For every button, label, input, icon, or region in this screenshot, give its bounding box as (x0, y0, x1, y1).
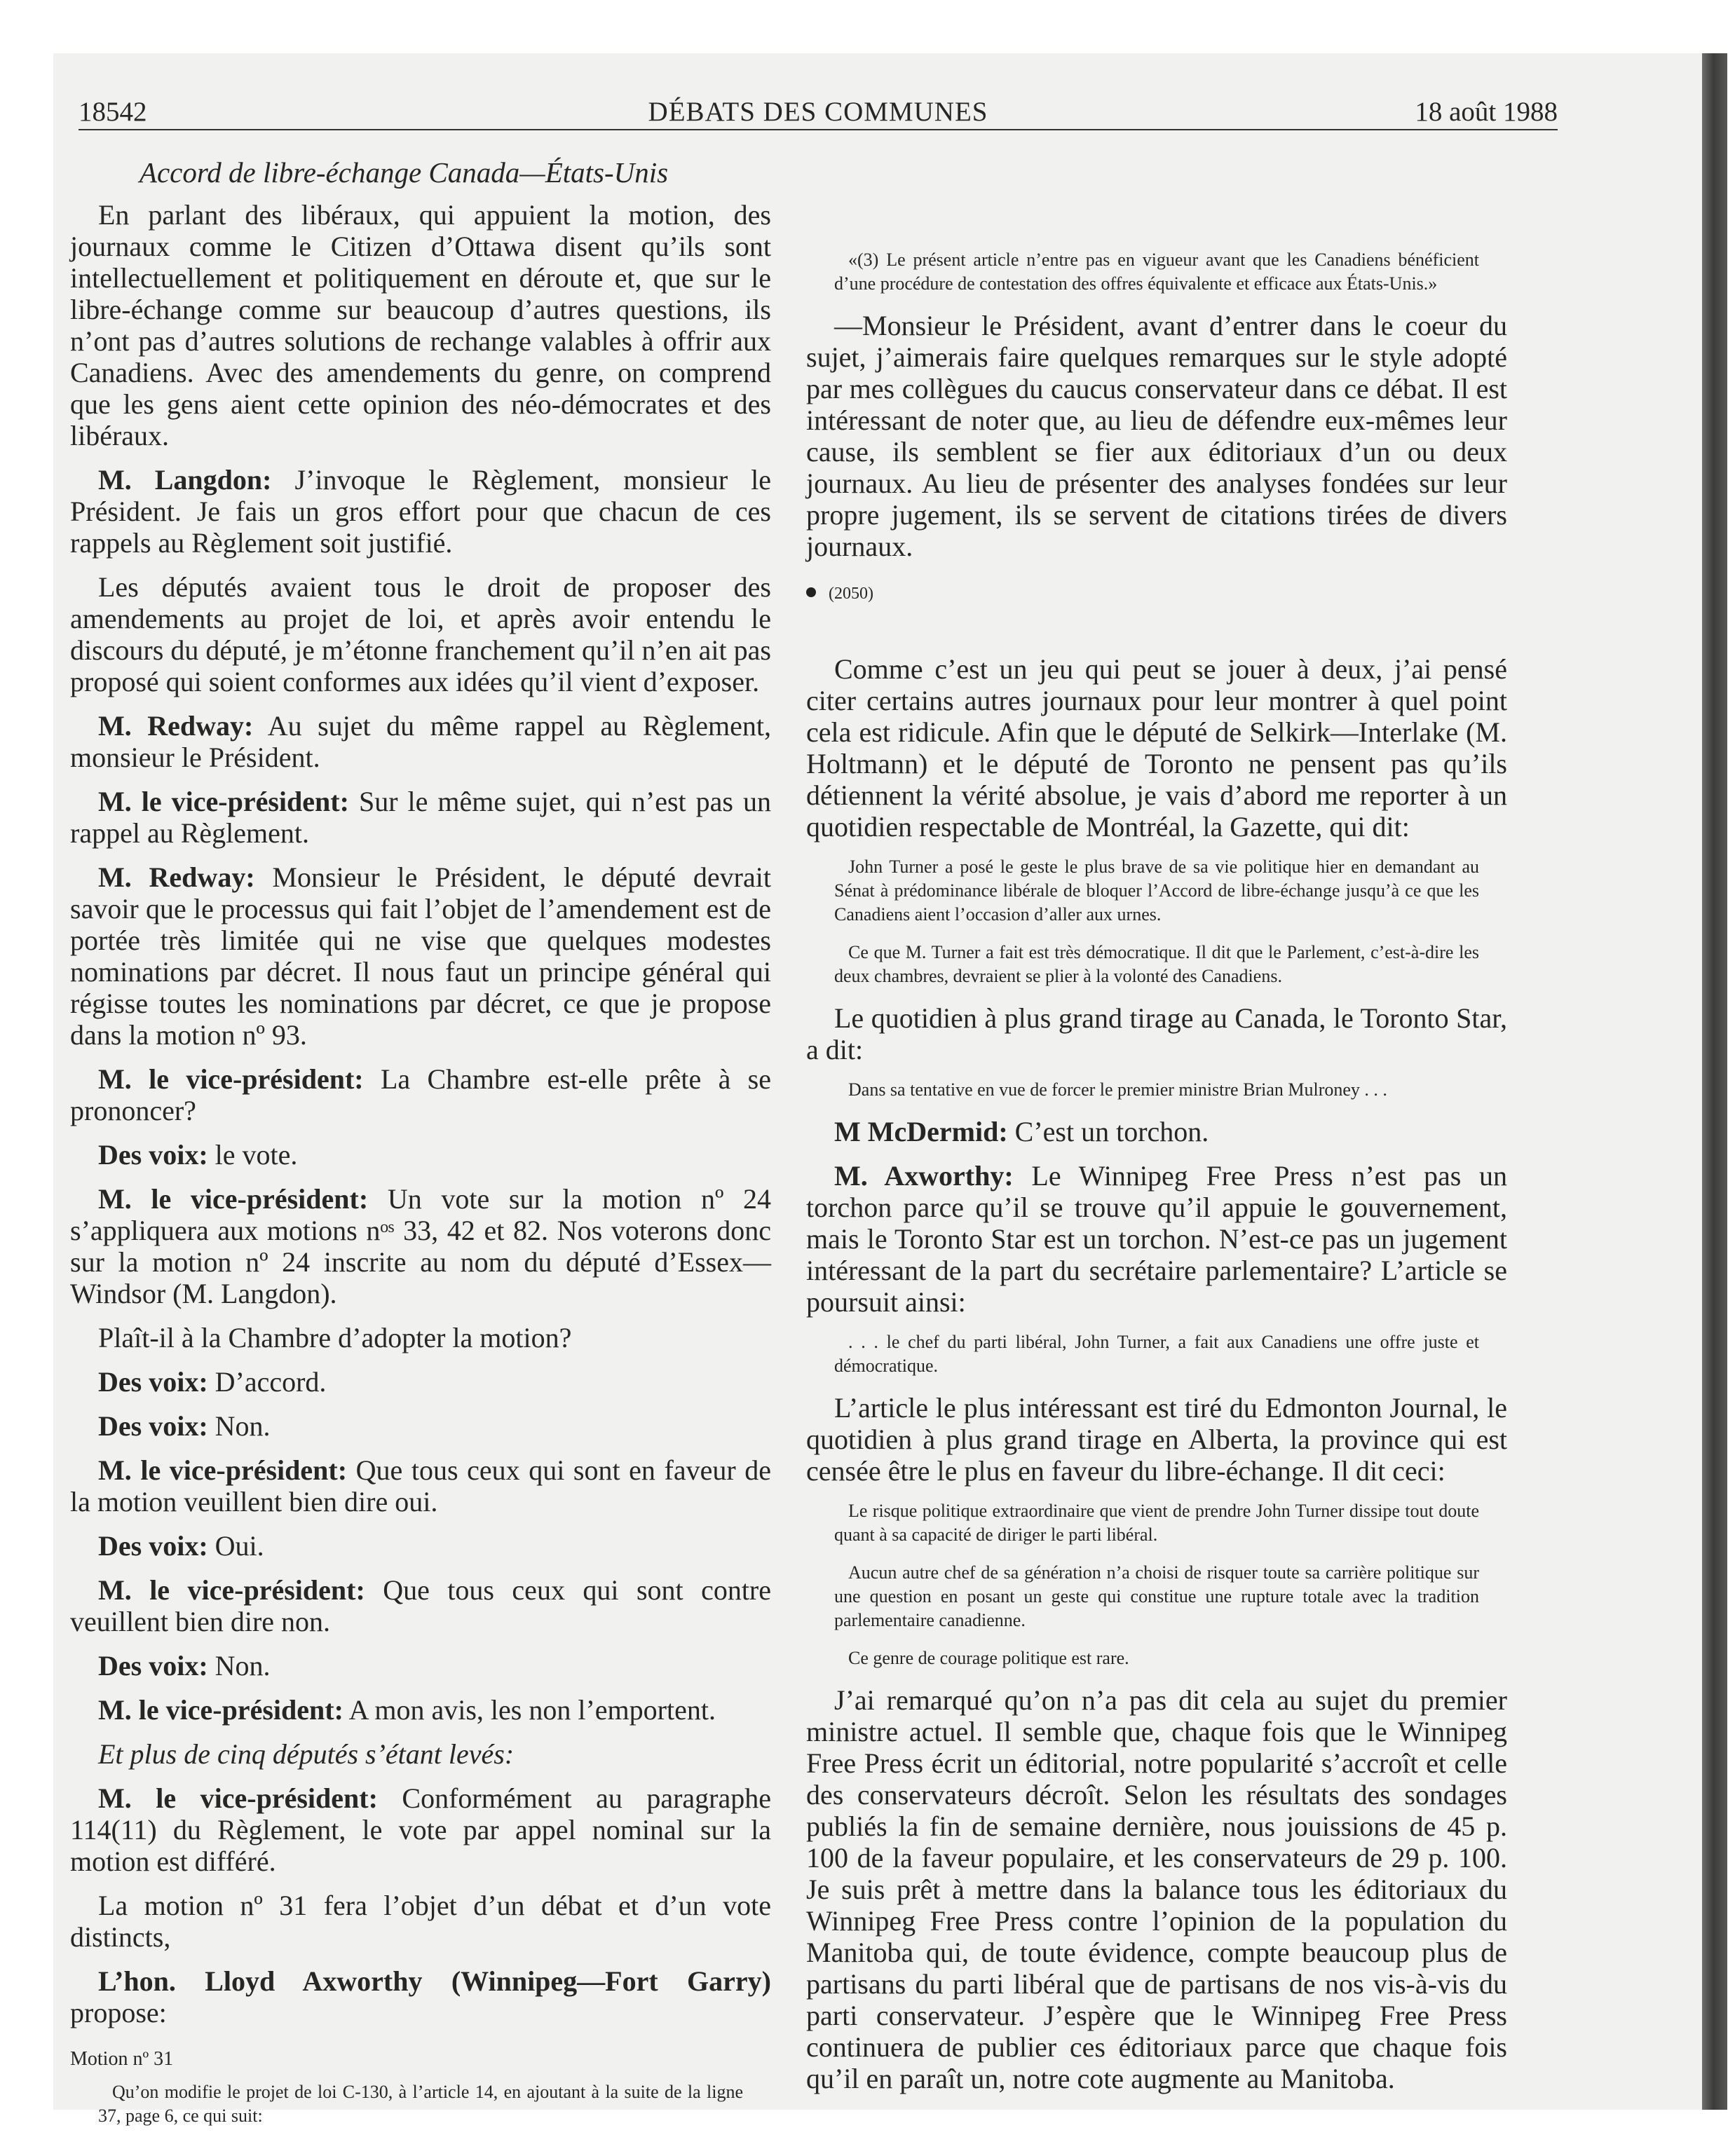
paragraph: Les députés avaient tous le droit de proposer des amendements au projet de loi, et après avoir entendu le discours du député, je m’étonne franchement qu’il n’en ait pas proposé qui soient conformes aux idées qu’il vient d’exposer. (70, 571, 771, 697)
speech (70, 1366, 771, 1398)
speech-text: D’accord. (207, 1366, 327, 1398)
speech-text: Que tous ceux qui sont contre veuillent bien dire non. (70, 1574, 772, 1637)
speaker: M. le vice-président: (98, 1063, 364, 1095)
procedural-note: Et plus de cinq députés s’étant levés: (98, 1738, 515, 1770)
speech (70, 786, 771, 849)
speaker: M. le vice-président: (98, 1454, 348, 1486)
speaker: M. le vice-président: (98, 1574, 365, 1606)
publication-title: DÉBATS DES COMMUNES (648, 97, 988, 127)
quotation: Aucun autre chef de sa génération n’a choisi de risquer toute sa carrière politique sur une question en posant un geste qui constitue une rupture totale avec la tradition parlementaire canadienne. (834, 1562, 1479, 1630)
speech-text: propose: (70, 1997, 167, 2028)
speaker: L’hon. Lloyd Axworthy (Winnipeg—Fort Garry) (98, 1965, 771, 1997)
speech-text: J’invoque le Règlement, monsieur le Président. Je fais un gros effort pour que chacun de ces rappels au Règlement soit justifié. (70, 464, 771, 559)
speech-text: Le Winnipeg Free Press n’est pas un torchon parce qu’il se trouve qu’il appuie le gouvernement, mais le Toronto Star est un torchon. N’est-ce pas un jugement intéressant de la part du secrétaire parlementaire? L’article se poursuit ainsi: (806, 1160, 1508, 1318)
speech-text: Conformément au paragraphe 114(11) du Règlement, le vote par appel nominal sur la motion est différé. (70, 1782, 772, 1877)
speech (806, 1116, 1507, 1147)
page-header (79, 95, 1558, 130)
speech (70, 710, 771, 773)
speaker: M. Axworthy: (834, 1160, 1014, 1192)
quotation: Dans sa tentative en vue de forcer le premier ministre Brian Mulroney . . . (848, 1079, 1387, 1100)
speaker: Des voix: (98, 1139, 208, 1171)
speech (70, 1965, 771, 2028)
quoted-amendment: «(3) Le présent article n’entre pas en vigueur avant que les Canadiens bénéficient d’une procédure de contestation des offres équivalente et efficace aux États-Unis.» (834, 250, 1479, 294)
running-subject: Accord de libre-échange Canada—États-Unis (139, 156, 669, 189)
page-number: 18542 (79, 97, 147, 127)
speech-text: Non. (207, 1650, 271, 1681)
speech (70, 861, 771, 1051)
paragraph: J’ai remarqué qu’on n’a pas dit cela au sujet du premier ministre actuel. Il semble que, chaque fois que le Winnipeg Free Press écrit un éditorial, notre popularité s’accroît et celle des conservateurs décroît. Selon les résultats des sondages publiés la fin de semaine dernière, nous jouissions de 45 p. 100 de la faveur populaire, et les conservateurs de 29 p. 100. Je suis prêt à mettre dans la balance tous les éditoriaux du Winnipeg Free Press contre l’opinion de la population du Manitoba qui, de toute évidence, compte beaucoup plus de partisans du parti libéral que de partisans de nos vis-à-vis du parti conservateur. J’espère que le Winnipeg Free Press continuera de publier ces éditoriaux parce que chaque fois qu’il en paraît un, notre cote augmente au Manitoba. (806, 1684, 1507, 2094)
speech-text: Un vote sur la motion nº 24 s’appliquera aux motions nᵒˢ 33, 42 et 82. Nos voterons donc sur la motion nº 24 inscrite au nom du député d’Essex—Windsor (M. Langdon). (70, 1183, 771, 1309)
speaker: Des voix: (98, 1530, 208, 1562)
page-date: 18 août 1988 (1415, 97, 1558, 127)
paragraph: —Monsieur le Président, avant d’entrer dans le coeur du sujet, j’aimerais faire quelques remarques sur le style adopté par mes collègues du caucus conservateur dans ce débat. Il est intéressant de noter que, au lieu de défendre eux-mêmes leur cause, ils semblent se fier aux éditoriaux d’un ou deux journaux. Au lieu de présenter des analyses fondées sur leur propre jugement, ils se servent de citations tirées de divers journaux. (806, 310, 1507, 562)
quotation: Le risque politique extraordinaire que vient de prendre John Turner dissipe tout doute quant à sa capacité de diriger le parti libéral. (834, 1501, 1479, 1545)
speech-text: Sur le même sujet, qui n’est pas un rappel au Règlement. (70, 786, 772, 849)
speech-text: A mon avis, les non l’emportent. (343, 1694, 716, 1726)
speaker: M. le vice-président: (98, 1782, 378, 1814)
speaker: Des voix: (98, 1650, 208, 1681)
speaker: M. Redway: (98, 861, 255, 893)
speaker: M. le vice-président: (98, 786, 349, 817)
speech (806, 1160, 1507, 1318)
paragraph: Le quotidien à plus grand tirage au Canada, le Toronto Star, a dit: (806, 1002, 1507, 1065)
page-edge-shadow (1702, 53, 1727, 2110)
paragraph: Plaît-il à la Chambre d’adopter la motion? (98, 1322, 572, 1353)
paragraph: La motion nº 31 fera l’objet d’un débat et d’un vote distincts, (70, 1890, 771, 1953)
speech (70, 1782, 771, 1877)
right-column (806, 199, 1507, 2107)
speech (70, 1650, 771, 1681)
speech-text: Au sujet du même rappel au Règlement, monsieur le Président. (70, 710, 771, 773)
paragraph: En parlant des libéraux, qui appuient la motion, des journaux comme le Citizen d’Ottawa disent qu’ils sont intellectuellement et politiquement en déroute et, que sur le libre-échange comme sur beaucoup d’autres questions, ils n’ont pas d’autres solutions de rechange valables à offrir aux Canadiens. Avec des amendements du genre, on comprend que les gens aient cette opinion des néo-démocrates et des libéraux. (70, 199, 771, 451)
speaker: M. Langdon: (98, 464, 272, 496)
speech (70, 1574, 771, 1637)
speaker: M. le vice-président: (98, 1694, 343, 1726)
speech-text: Oui. (207, 1530, 264, 1562)
motion-label: Motion nº 31 (70, 2048, 174, 2070)
speech (70, 1410, 771, 1442)
bullet-icon (806, 587, 816, 597)
time-marker (806, 583, 1507, 604)
left-column (70, 199, 771, 2142)
speech-text: Monsieur le Président, le député devrait savoir que le processus qui fait l’objet de l’amendement est de portée très limitée qui ne vise que quelques modestes nominations par décret. Il nous faut un principe général qui régisse toutes les nominations par décret, ce que je propose dans la motion nº 93. (70, 861, 771, 1051)
speech-text: le vote. (207, 1139, 298, 1171)
paragraph: Comme c’est un jeu qui peut se jouer à deux, j’ai pensé citer certains autres journaux pour leur montrer à quel point cela est ridicule. Afin que le député de Selkirk—Interlake (M. Holtmann) et le député de Toronto ne pensent pas qu’ils détiennent la vérité absolue, je vais d’abord me reporter à un quotidien respectable de Montréal, la Gazette, qui dit: (806, 653, 1507, 842)
speech (70, 1063, 771, 1126)
speech (70, 464, 771, 559)
speech (70, 1139, 771, 1171)
speech-text: La Chambre est-elle prête à se prononcer? (70, 1063, 772, 1126)
quotation: . . . le chef du parti libéral, John Turner, a fait aux Canadiens une offre juste et démocratique. (834, 1332, 1479, 1376)
paragraph: L’article le plus intéressant est tiré du Edmonton Journal, le quotidien à plus grand tirage en Alberta, la province qui est censée être le plus en faveur du libre-échange. Il dit ceci: (806, 1392, 1507, 1487)
quotation: John Turner a posé le geste le plus brave de sa vie politique hier en demandant au Sénat à prédominance libérale de bloquer l’Accord de libre-échange jusqu’à ce que les Canadiens aient l’occasion d’aller aux urnes. (834, 857, 1479, 925)
quotation: Ce que M. Turner a fait est très démocratique. Il dit que le Parlement, c’est-à-dire les deux chambres, devraient se plier à la volonté des Canadiens. (834, 942, 1479, 986)
speech (70, 1530, 771, 1562)
speech-text: Non. (207, 1410, 271, 1442)
speaker: M McDermid: (834, 1116, 1008, 1147)
motion-text: Qu’on modifie le projet de loi C-130, à l’article 14, en ajoutant à la suite de la ligne 37, page 6, ce qui suit: (98, 2082, 743, 2126)
speaker: M. Redway: (98, 710, 254, 742)
speech-text: Que tous ceux qui sont en faveur de la motion veuillent bien dire oui. (70, 1454, 772, 1517)
speaker: Des voix: (98, 1366, 208, 1398)
speaker: Des voix: (98, 1410, 208, 1442)
speech-text: C’est un torchon. (1007, 1116, 1209, 1147)
quotation: Ce genre de courage politique est rare. (848, 1648, 1129, 1668)
time-marker-label: (2050) (829, 585, 873, 603)
speech (70, 1183, 771, 1309)
speech (70, 1454, 771, 1517)
speech (70, 1694, 771, 1726)
speaker: M. le vice-président: (98, 1183, 369, 1215)
